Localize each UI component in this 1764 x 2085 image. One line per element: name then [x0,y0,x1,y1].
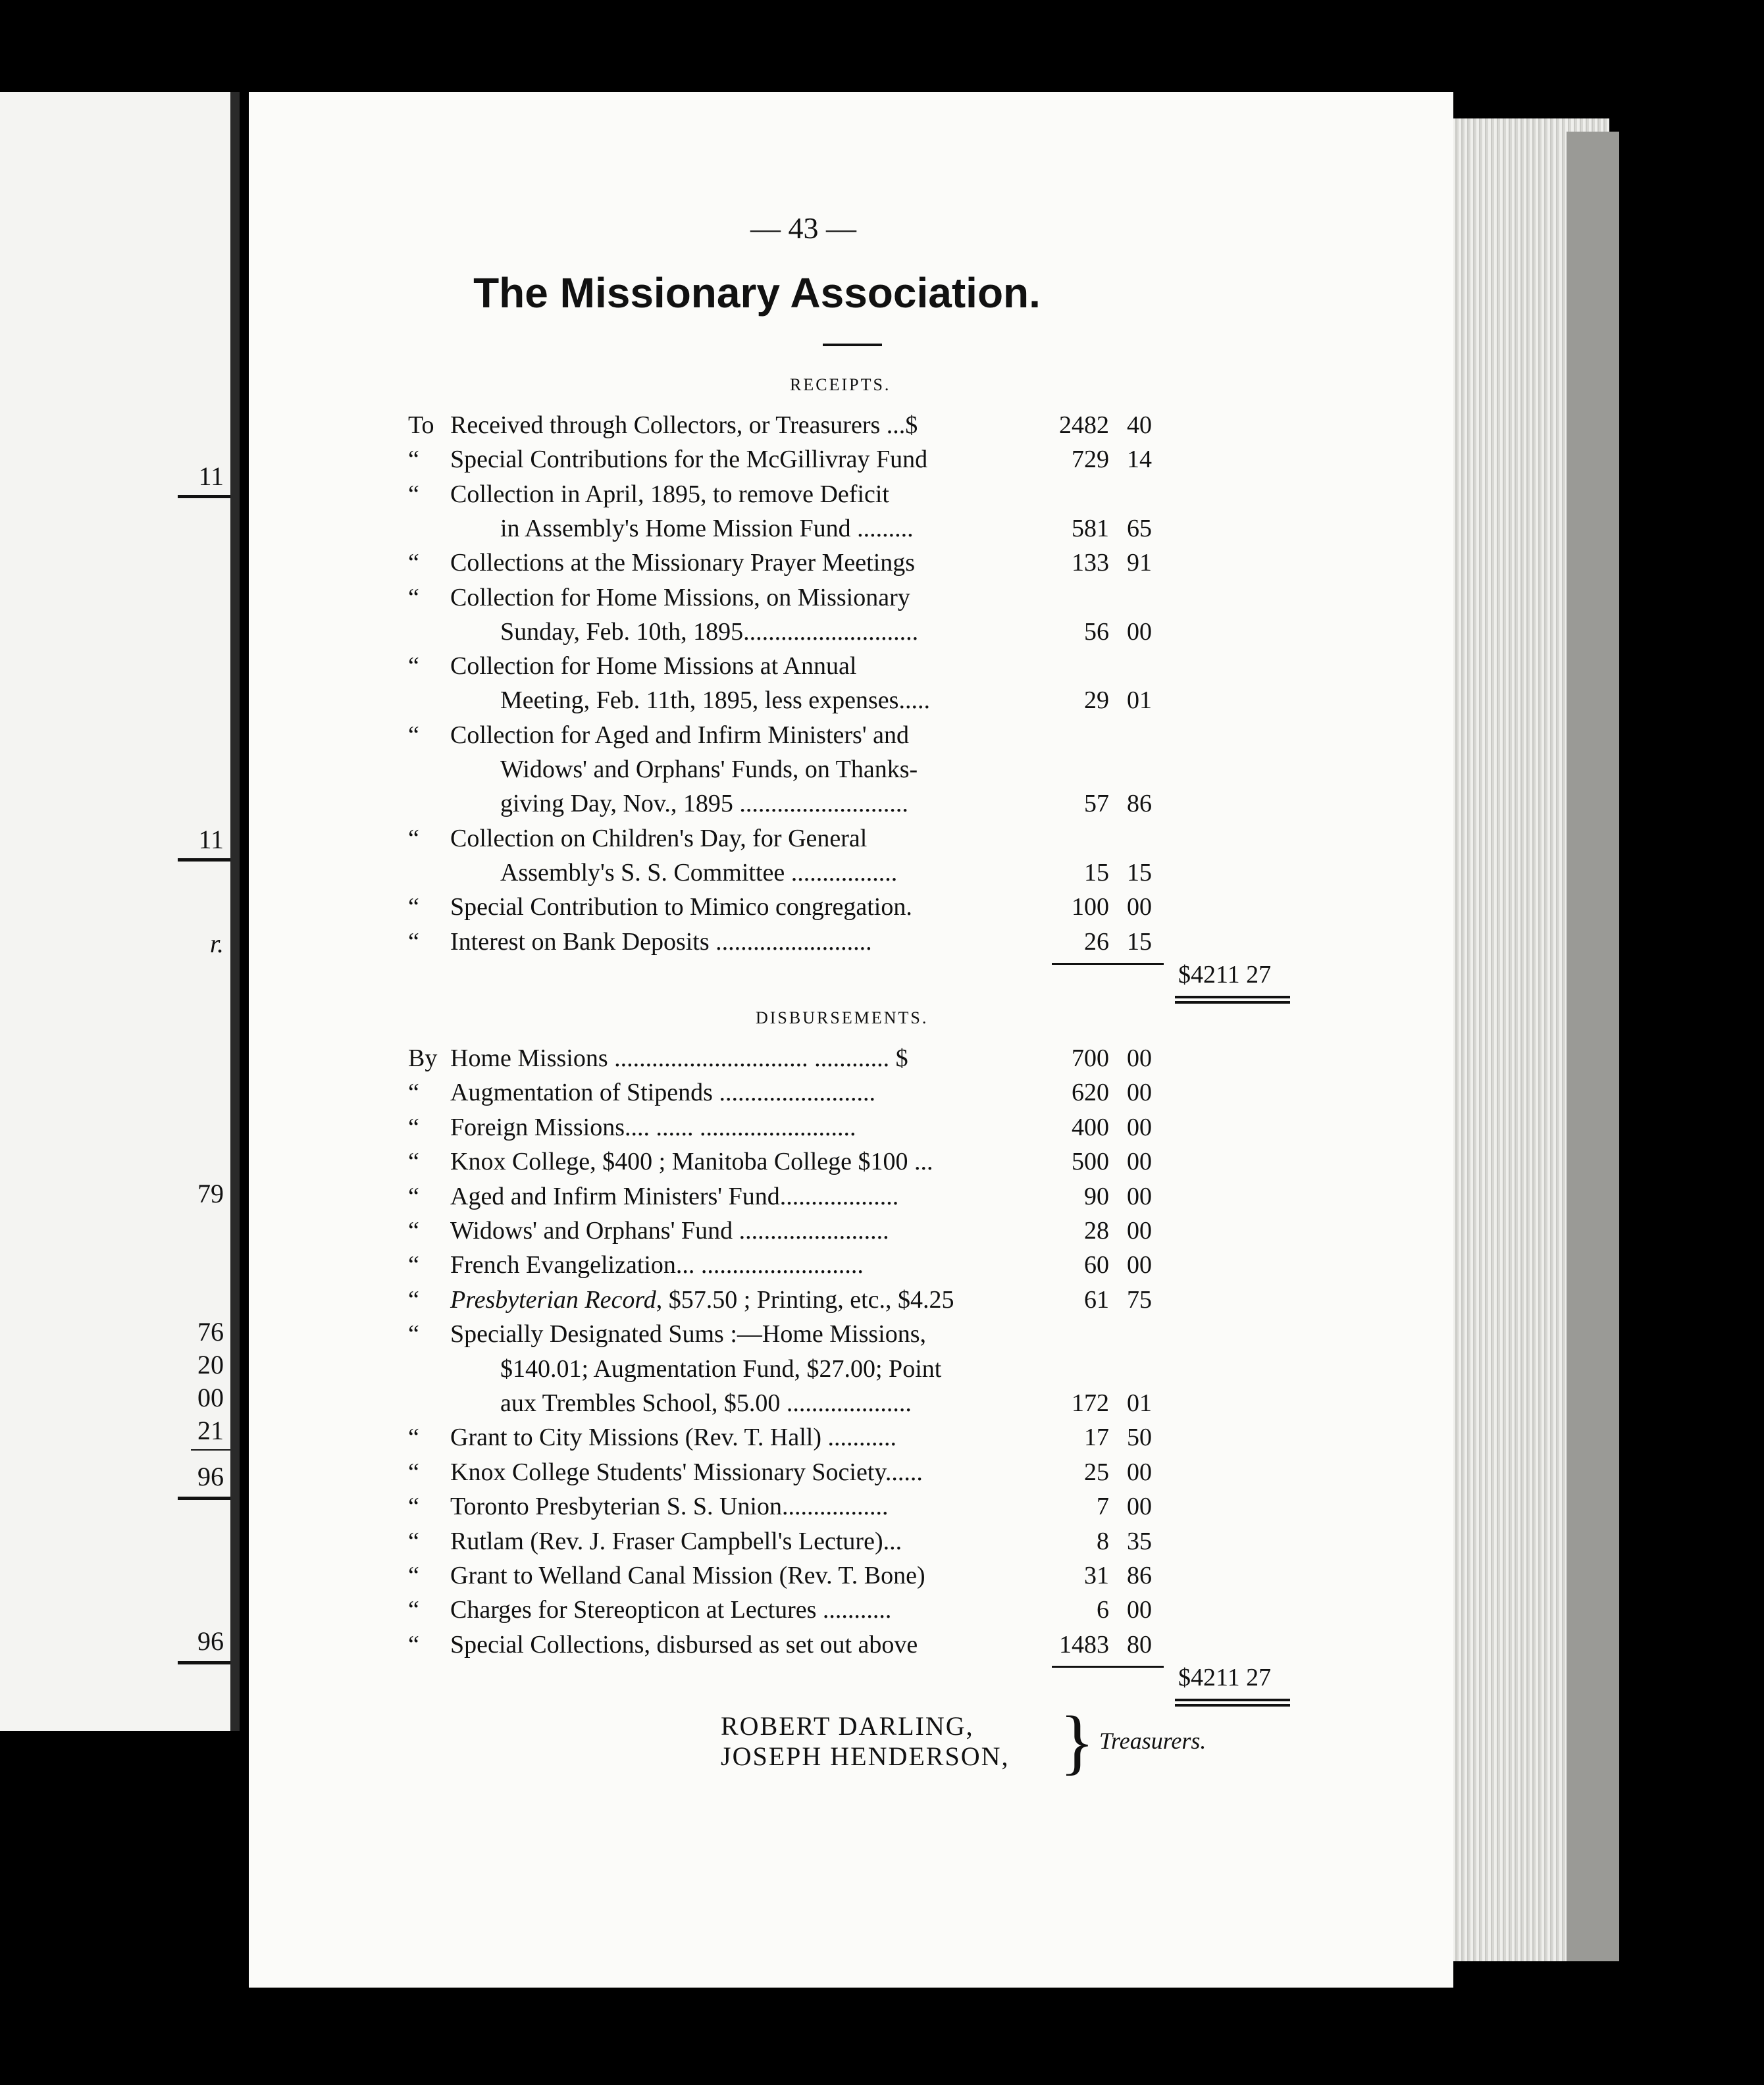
entry-text [408,442,1040,476]
entry-text [408,1558,1040,1593]
entry-line: Foreign Missions.... ...... ......................... [450,1113,856,1141]
amount-dollars: 90 [1084,1182,1109,1210]
entry-text [408,1317,1040,1351]
entry-prefix: “ [408,893,419,921]
entry-line: Received through Collectors, or Treasurers ...$ [450,411,918,439]
subtotal-rule [1052,1666,1164,1668]
amount-dollars: 25 [1084,1458,1109,1486]
left-fragment: 96 [197,1626,224,1656]
section-total: $4211 27 [1178,1664,1272,1692]
entry-prefix: “ [408,1182,419,1210]
left-fragment: 21 [197,1416,224,1445]
entry-text [408,1145,1040,1179]
entry-text [408,1489,1040,1524]
entry-line: Widows' and Orphans' Funds, on Thanks- [500,756,918,783]
entry-text [408,890,1040,924]
left-rule [178,858,230,862]
entry-line: Special Collections, disbursed as set out above [450,1630,918,1659]
entry-line: Assembly's S. S. Committee ................. [500,858,898,887]
amount-cents: 00 [1127,1079,1152,1107]
subtotal-rule [1052,963,1164,965]
entry-line: Grant to City Missions (Rev. T. Hall) ........... [450,1424,896,1452]
amount-dollars: 57 [1084,790,1109,818]
left-rule [191,1449,230,1451]
amount-cents: 01 [1127,1389,1152,1417]
amount-cents: 80 [1127,1630,1152,1659]
entry-prefix: “ [408,1458,419,1486]
entry-line: Collection on Children's Day, for General [450,824,868,852]
entry-line: Interest on Bank Deposits ......................... [450,927,872,956]
amount-dollars: 620 [1072,1079,1109,1107]
entry-line: Collection for Home Missions, on Missionary [450,583,910,611]
amount-dollars: 172 [1072,1389,1109,1417]
entry-prefix: “ [408,1148,419,1176]
amount-cents: 00 [1127,617,1152,646]
total-double-rule [1175,1699,1290,1707]
entry-line: Special Contribution to Mimico congregation. [450,893,912,921]
left-fragment: 96 [197,1462,224,1491]
facing-page-fragment [0,92,240,1731]
entry-prefix: “ [408,1251,419,1279]
entry-text [408,1214,1040,1248]
amount-dollars: 7 [1097,1493,1109,1521]
entry-prefix: “ [408,1113,419,1141]
entry-line: Presbyterian Record, $57.50 ; Printing, etc., $4.25 [450,1285,954,1314]
amount-cents: 91 [1127,549,1152,577]
entry-text [408,1041,1040,1075]
amount-cents: 35 [1127,1527,1152,1555]
title-underline [823,344,882,346]
amount-cents: 86 [1127,790,1152,818]
entry-line: Charges for Stereopticon at Lectures ........... [450,1596,892,1624]
entry-prefix: “ [408,1596,419,1624]
amount-cents: 15 [1127,858,1152,887]
entry-prefix: “ [408,549,419,577]
amount-cents: 75 [1127,1285,1152,1314]
amount-dollars: 2482 [1059,411,1109,439]
amount-dollars: 61 [1084,1285,1109,1314]
left-rule [178,1497,230,1500]
amount-cents: 00 [1127,1217,1152,1245]
entry-prefix: “ [408,1562,419,1589]
signatory-name: ROBERT DARLING, [721,1711,974,1741]
section-total: $4211 27 [1178,960,1272,989]
entry-line: Grant to Welland Canal Mission (Rev. T. Bone) [450,1562,925,1589]
receipts-heading: RECEIPTS. [790,375,891,394]
amount-dollars: 31 [1084,1562,1109,1589]
amount-cents: 00 [1127,1493,1152,1521]
entry-line: Collection in April, 1895, to remove Deficit [450,480,889,508]
entry-text [408,1248,1040,1282]
entry-line: Collection for Aged and Infirm Ministers' and [450,721,910,749]
entry-prefix: “ [408,1079,419,1107]
entry-prefix: To [408,411,434,439]
page-number: — 43 — [750,211,856,245]
left-fragment: 00 [197,1383,224,1412]
entry-prefix: “ [408,1424,419,1452]
total-double-rule [1175,996,1290,1004]
entry-line: Collection for Home Missions at Annual [450,652,857,681]
entry-line: Rutlam (Rev. J. Fraser Campbell's Lecture)... [450,1527,902,1555]
left-fragment: 11 [198,461,224,491]
entry-text [408,1283,1040,1317]
entry-text [408,546,1040,580]
left-fragment: 11 [198,825,224,854]
entry-line: Augmentation of Stipends ......................... [450,1079,875,1107]
entry-prefix: “ [408,1527,419,1555]
amount-dollars: 133 [1072,549,1109,577]
entry-line: in Assembly's Home Mission Fund ......... [500,514,914,542]
amount-dollars: 56 [1084,617,1109,646]
entry-text [408,649,1040,683]
amount-dollars: 29 [1084,686,1109,715]
entry-text [408,408,1040,442]
amount-cents: 00 [1127,1044,1152,1072]
entry-text [408,1524,1040,1558]
amount-cents: 15 [1127,927,1152,956]
signatory-name: JOSEPH HENDERSON, [721,1741,1010,1771]
entry-line: Specially Designated Sums :—Home Missions, [450,1320,927,1349]
amount-dollars: 700 [1072,1044,1109,1072]
amount-cents: 01 [1127,686,1152,715]
entry-line: aux Trembles School, $5.00 .................... [500,1389,912,1417]
signatory-names [721,1711,1010,1772]
amount-cents: 40 [1127,411,1152,439]
entry-prefix: “ [408,1320,419,1349]
amount-cents: 00 [1127,893,1152,921]
entry-line: Meeting, Feb. 11th, 1895, less expenses..... [500,686,930,715]
amount-dollars: 400 [1072,1113,1109,1141]
amount-dollars: 6 [1097,1596,1109,1624]
entry-text [408,1455,1040,1489]
entry-line: Toronto Presbyterian S. S. Union................. [450,1493,889,1521]
amount-cents: 00 [1127,1182,1152,1210]
entry-prefix: “ [408,1493,419,1521]
signatory-role: Treasurers. [1099,1728,1206,1754]
entry-prefix: “ [408,824,419,852]
left-fragment: 20 [197,1350,224,1379]
brace-glyph: } [1060,1701,1095,1782]
entry-line: Collections at the Missionary Prayer Meetings [450,549,916,577]
entry-text [408,580,1040,615]
book-cover-edge [1567,132,1619,1961]
entry-line: Widows' and Orphans' Fund ........................ [450,1217,889,1245]
entry-prefix: “ [408,1630,419,1659]
entry-line: Knox College, $400 ; Manitoba College $100 ... [450,1148,933,1176]
entry-line: Special Contributions for the McGillivray Fund [450,446,928,474]
left-fragment: 79 [197,1179,224,1208]
amount-cents: 14 [1127,446,1152,474]
amount-dollars: 500 [1072,1148,1109,1176]
left-fragment: r. [209,929,224,958]
entry-line: Sunday, Feb. 10th, 1895............................ [500,617,919,646]
entry-text [500,1352,1132,1386]
entry-text [408,477,1040,511]
left-rule [178,1661,230,1664]
amount-cents: 86 [1127,1562,1152,1589]
amount-dollars: 60 [1084,1251,1109,1279]
entry-line: Aged and Infirm Ministers' Fund................... [450,1182,899,1210]
entry-text [408,925,1040,959]
amount-dollars: 1483 [1059,1630,1109,1659]
left-fragment: 76 [197,1317,224,1347]
amount-cents: 00 [1127,1458,1152,1486]
entry-prefix: “ [408,927,419,956]
entry-prefix: “ [408,721,419,749]
entry-prefix: “ [408,446,419,474]
entry-prefix: By [408,1044,438,1072]
amount-dollars: 15 [1084,858,1109,887]
entry-prefix: “ [408,1217,419,1245]
entry-prefix: “ [408,583,419,611]
disbursements-heading: DISBURSEMENTS. [756,1008,929,1027]
amount-cents: 50 [1127,1424,1152,1452]
amount-cents: 00 [1127,1596,1152,1624]
amount-dollars: 26 [1084,927,1109,956]
entry-prefix: “ [408,1285,419,1314]
entry-text [408,821,1040,856]
entry-text [408,1593,1040,1627]
entry-text [408,1628,1040,1662]
entry-text [500,752,1132,786]
amount-cents: 00 [1127,1251,1152,1279]
left-rule [178,495,230,498]
amount-dollars: 17 [1084,1424,1109,1452]
amount-dollars: 729 [1072,446,1109,474]
entry-text [408,718,1040,752]
amount-cents: 00 [1127,1148,1152,1176]
entry-prefix: “ [408,652,419,681]
entry-text [408,1075,1040,1110]
amount-dollars: 100 [1072,893,1109,921]
amount-cents: 65 [1127,514,1152,542]
entry-text [408,1420,1040,1454]
entry-line: Home Missions ............................... ............ $ [450,1044,908,1072]
entry-line: $140.01; Augmentation Fund, $27.00; Point [500,1354,942,1383]
entry-prefix: “ [408,480,419,508]
amount-dollars: 28 [1084,1217,1109,1245]
page-title: The Missionary Association. [473,269,1041,317]
entry-text [408,1179,1040,1214]
amount-dollars: 581 [1072,514,1109,542]
entry-text [408,1110,1040,1145]
amount-dollars: 8 [1097,1527,1109,1555]
entry-line: Knox College Students' Missionary Society...... [450,1458,923,1486]
amount-cents: 00 [1127,1113,1152,1141]
entry-line: French Evangelization... .......................... [450,1251,864,1279]
entry-line: giving Day, Nov., 1895 ........................... [500,790,908,818]
